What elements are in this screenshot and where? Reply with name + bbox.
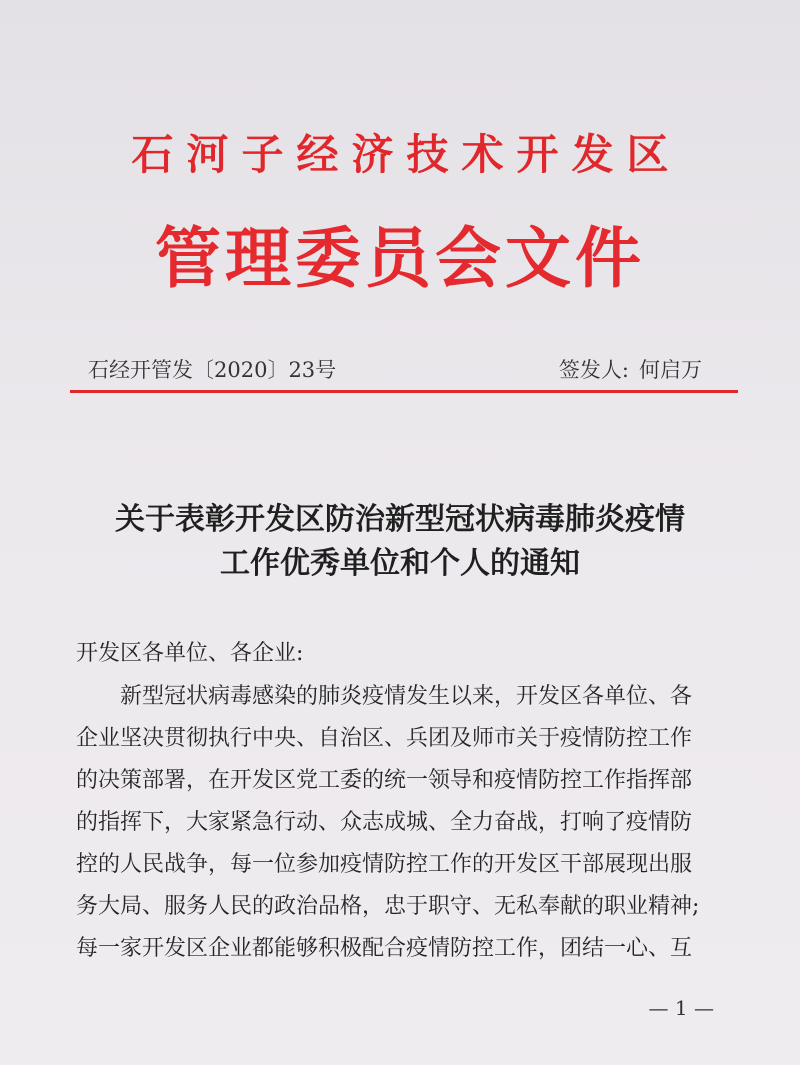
body-line: 务大局、服务人民的政治品格，忠于职守、无私奉献的职业精神;: [76, 894, 700, 919]
body-line: 每一家开发区企业都能够积极配合疫情防控工作，团结一心、互: [76, 936, 693, 961]
body-line: 企业坚决贯彻执行中央、自治区、兵团及师市关于疫情防控工作: [76, 726, 693, 751]
body-paragraph: [76, 676, 736, 970]
body-line: 控的人民战争，每一位参加疫情防控工作的开发区干部展现出服: [76, 852, 693, 877]
signer-label: 签发人:: [558, 358, 629, 382]
title-line-2: 工作优秀单位和个人的通知: [220, 546, 580, 581]
document-title: [0, 498, 800, 586]
body-line: 的指挥下，大家紧急行动、众志成城、全力奋战，打响了疫情防: [76, 810, 693, 835]
body-line: 新型冠状病毒感染的肺炎疫情发生以来，开发区各单位、各: [120, 684, 693, 709]
red-divider-line: [70, 390, 738, 393]
document-number: 石经开管发〔2020〕23号: [88, 358, 337, 382]
signer-name: 何启万: [639, 358, 702, 382]
page-number: — 1 —: [648, 996, 714, 1020]
signer-info: [559, 354, 702, 384]
issuer-name: 石河子经济技术开发区: [131, 130, 682, 179]
issuer-document-heading: 管理委员会文件: [155, 220, 645, 297]
title-line-1: 关于表彰开发区防治新型冠状病毒肺炎疫情: [115, 502, 685, 537]
salutation: 开发区各单位、各企业:: [76, 641, 304, 666]
body-line: 的决策部署，在开发区党工委的统一领导和疫情防控工作指挥部: [76, 768, 693, 793]
